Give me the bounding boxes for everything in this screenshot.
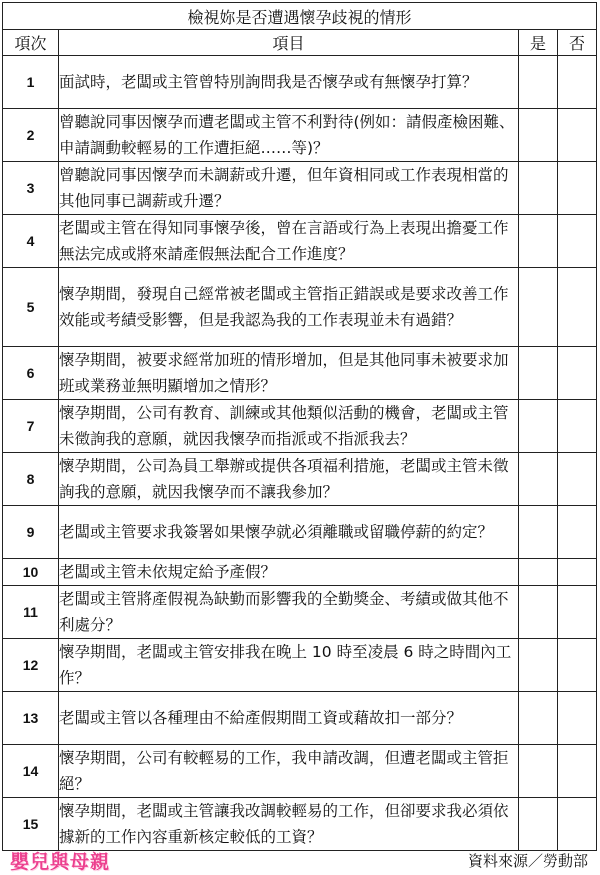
row-text: 懷孕期間，老闆或主管讓我改調較輕易的工作，但卻要求我必須依據新的工作內容重新核定較低的工資？	[59, 798, 519, 851]
yes-checkbox[interactable]	[519, 506, 558, 559]
no-checkbox[interactable]	[558, 400, 597, 453]
header-item: 項目	[59, 30, 519, 56]
row-number: 11	[3, 586, 59, 639]
row-text: 面試時，老闆或主管曾特別詢問我是否懷孕或有無懷孕打算？	[59, 56, 519, 109]
row-number: 1	[3, 56, 59, 109]
no-checkbox[interactable]	[558, 639, 597, 692]
table-row	[3, 692, 597, 745]
row-number: 7	[3, 400, 59, 453]
table-row	[3, 215, 597, 268]
table-row	[3, 109, 597, 162]
yes-checkbox[interactable]	[519, 109, 558, 162]
yes-checkbox[interactable]	[519, 56, 558, 109]
yes-checkbox[interactable]	[519, 453, 558, 506]
yes-checkbox[interactable]	[519, 639, 558, 692]
row-number: 6	[3, 347, 59, 400]
no-checkbox[interactable]	[558, 745, 597, 798]
header-yes: 是	[519, 30, 558, 56]
no-checkbox[interactable]	[558, 692, 597, 745]
row-number: 12	[3, 639, 59, 692]
row-text: 曾聽說同事因懷孕而遭老闆或主管不利對待(例如：請假產檢困難、申請調動較輕易的工作遭拒絕……等)？	[59, 109, 519, 162]
table-row	[3, 506, 597, 559]
footer	[0, 843, 600, 875]
no-checkbox[interactable]	[558, 586, 597, 639]
table-row	[3, 559, 597, 586]
table-row	[3, 745, 597, 798]
row-text: 懷孕期間，公司有較輕易的工作，我申請改調，但遭老闆或主管拒絕？	[59, 745, 519, 798]
table-row	[3, 162, 597, 215]
table-title: 檢視妳是否遭遇懷孕歧視的情形	[3, 3, 597, 30]
yes-checkbox[interactable]	[519, 692, 558, 745]
no-checkbox[interactable]	[558, 109, 597, 162]
header-num: 項次	[3, 30, 59, 56]
no-checkbox[interactable]	[558, 56, 597, 109]
yes-checkbox[interactable]	[519, 400, 558, 453]
no-checkbox[interactable]	[558, 559, 597, 586]
table-row	[3, 586, 597, 639]
yes-checkbox[interactable]	[519, 268, 558, 347]
row-number: 5	[3, 268, 59, 347]
no-checkbox[interactable]	[558, 162, 597, 215]
table-row	[3, 56, 597, 109]
table-row	[3, 639, 597, 692]
row-text: 懷孕期間，被要求經常加班的情形增加，但是其他同事未被要求加班或業務並無明顯增加之情形？	[59, 347, 519, 400]
no-checkbox[interactable]	[558, 347, 597, 400]
row-number: 10	[3, 559, 59, 586]
row-number: 3	[3, 162, 59, 215]
row-text: 老闆或主管要求我簽署如果懷孕就必須離職或留職停薪的約定？	[59, 506, 519, 559]
table-row	[3, 453, 597, 506]
row-text: 老闆或主管以各種理由不給產假期間工資或藉故扣一部分？	[59, 692, 519, 745]
row-text: 懷孕期間，老闆或主管安排我在晚上 10 時至凌晨 6 時之時間內工作？	[59, 639, 519, 692]
yes-checkbox[interactable]	[519, 745, 558, 798]
yes-checkbox[interactable]	[519, 162, 558, 215]
row-text: 老闆或主管將產假視為缺勤而影響我的全勤獎金、考績或做其他不利處分？	[59, 586, 519, 639]
row-text: 懷孕期間，發現自己經常被老闆或主管指正錯誤或是要求改善工作效能或考績受影響，但是我認為我的工作表現並未有過錯？	[59, 268, 519, 347]
row-text: 懷孕期間，公司為員工舉辦或提供各項福利措施，老闆或主管未徵詢我的意願，就因我懷孕而不讓我參加？	[59, 453, 519, 506]
yes-checkbox[interactable]	[519, 215, 558, 268]
header-no: 否	[558, 30, 597, 56]
row-text: 懷孕期間，公司有教育、訓練或其他類似活動的機會，老闆或主管未徵詢我的意願，就因我懷孕而指派或不指派我去？	[59, 400, 519, 453]
row-number: 15	[3, 798, 59, 851]
no-checkbox[interactable]	[558, 268, 597, 347]
table-row	[3, 268, 597, 347]
yes-checkbox[interactable]	[519, 559, 558, 586]
row-text: 曾聽說同事因懷孕而未調薪或升遷，但年資相同或工作表現相當的其他同事已調薪或升遷？	[59, 162, 519, 215]
row-text: 老闆或主管未依規定給予產假？	[59, 559, 519, 586]
magazine-logo: 嬰兒與母親	[10, 851, 111, 873]
row-number: 4	[3, 215, 59, 268]
no-checkbox[interactable]	[558, 215, 597, 268]
row-text: 老闆或主管在得知同事懷孕後，曾在言語或行為上表現出擔憂工作無法完成或將來請產假無法配合工作進度？	[59, 215, 519, 268]
row-number: 2	[3, 109, 59, 162]
table-row	[3, 400, 597, 453]
no-checkbox[interactable]	[558, 453, 597, 506]
discrimination-checklist-table	[2, 2, 597, 851]
row-number: 9	[3, 506, 59, 559]
row-number: 14	[3, 745, 59, 798]
yes-checkbox[interactable]	[519, 347, 558, 400]
no-checkbox[interactable]	[558, 506, 597, 559]
source-credit: 資料來源／勞動部	[467, 852, 588, 870]
row-number: 13	[3, 692, 59, 745]
row-number: 8	[3, 453, 59, 506]
yes-checkbox[interactable]	[519, 586, 558, 639]
table-row	[3, 347, 597, 400]
